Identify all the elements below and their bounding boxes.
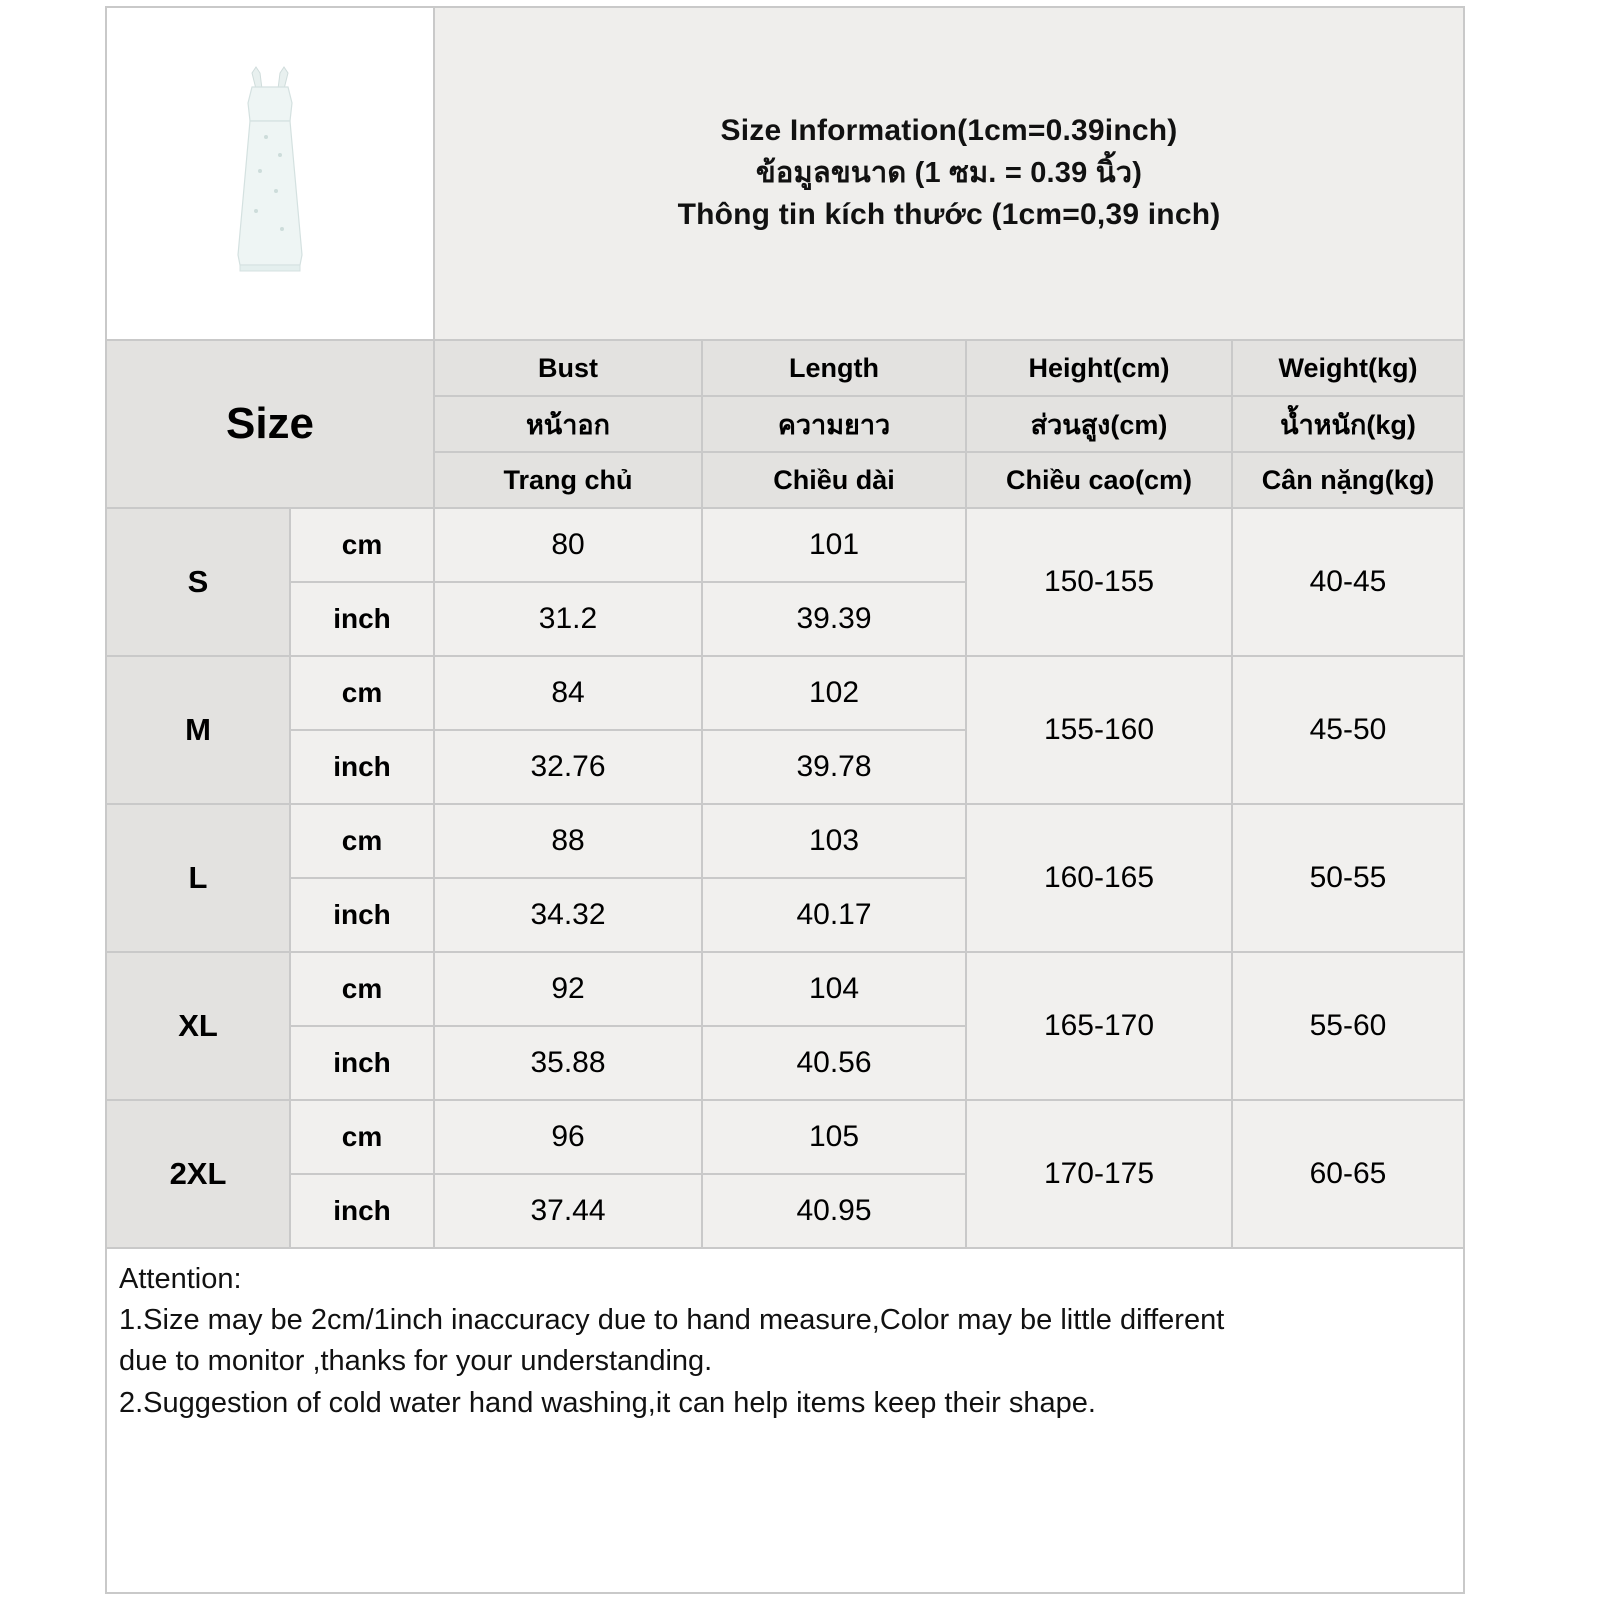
row-size-label: M <box>107 657 291 803</box>
chart-title-cell <box>435 8 1463 339</box>
header-weight-vi: Cân nặng(kg) <box>1233 453 1463 507</box>
unit-inch: inch <box>291 1027 433 1099</box>
table-row <box>107 1101 1463 1249</box>
row-length-values <box>703 805 967 951</box>
metric-header-row-vi <box>435 453 1463 507</box>
row-height: 155-160 <box>967 657 1233 803</box>
row-bust-values <box>435 805 703 951</box>
column-header-block <box>107 341 1463 509</box>
bust-inch: 32.76 <box>435 731 701 803</box>
table-row <box>107 657 1463 805</box>
header-bust-th: หน้าอก <box>435 397 703 451</box>
length-cm: 102 <box>703 657 965 731</box>
row-length-values <box>703 1101 967 1247</box>
row-size-label: 2XL <box>107 1101 291 1247</box>
unit-inch: inch <box>291 1175 433 1247</box>
unit-inch: inch <box>291 731 433 803</box>
row-height: 160-165 <box>967 805 1233 951</box>
attention-line-1: 1.Size may be 2cm/1inch inaccuracy due to hand measure,Color may be little different <box>119 1304 1225 1337</box>
header-length-vi: Chiều dài <box>703 453 967 507</box>
row-size-label: S <box>107 509 291 655</box>
header-height-vi: Chiều cao(cm) <box>967 453 1233 507</box>
header-height-en: Height(cm) <box>967 341 1233 395</box>
bust-cm: 84 <box>435 657 701 731</box>
title-english: Size Information(1cm=0.39inch) <box>720 114 1178 148</box>
length-cm: 103 <box>703 805 965 879</box>
table-row <box>107 509 1463 657</box>
row-weight: 50-55 <box>1233 805 1463 951</box>
metric-header-row-en <box>435 341 1463 397</box>
dress-illustration-icon <box>210 59 330 289</box>
unit-cm: cm <box>291 805 433 879</box>
row-bust-values <box>435 509 703 655</box>
row-length-values <box>703 657 967 803</box>
bust-cm: 92 <box>435 953 701 1027</box>
size-chart-sheet <box>105 6 1465 1594</box>
metric-headers <box>435 341 1463 507</box>
length-inch: 39.39 <box>703 583 965 655</box>
unit-cm: cm <box>291 1101 433 1175</box>
header-bust-vi: Trang chủ <box>435 453 703 507</box>
unit-inch: inch <box>291 879 433 951</box>
chart-header <box>107 8 1463 341</box>
row-weight: 40-45 <box>1233 509 1463 655</box>
attention-block <box>107 1249 1463 1424</box>
row-size-label: XL <box>107 953 291 1099</box>
row-units <box>291 953 435 1099</box>
bust-inch: 34.32 <box>435 879 701 951</box>
header-length-en: Length <box>703 341 967 395</box>
row-height: 170-175 <box>967 1101 1233 1247</box>
length-inch: 39.78 <box>703 731 965 803</box>
table-row <box>107 805 1463 953</box>
row-length-values <box>703 509 967 655</box>
bust-cm: 80 <box>435 509 701 583</box>
bust-inch: 37.44 <box>435 1175 701 1247</box>
unit-cm: cm <box>291 509 433 583</box>
title-vietnamese: Thông tin kích thước (1cm=0,39 inch) <box>677 198 1221 232</box>
header-weight-th: น้ำหนัก(kg) <box>1233 397 1463 451</box>
row-bust-values <box>435 657 703 803</box>
bust-inch: 31.2 <box>435 583 701 655</box>
unit-inch: inch <box>291 583 433 655</box>
length-cm: 101 <box>703 509 965 583</box>
attention-heading: Attention: <box>119 1263 242 1295</box>
product-image-cell <box>107 8 435 339</box>
row-size-label: L <box>107 805 291 951</box>
bust-cm: 96 <box>435 1101 701 1175</box>
header-bust-en: Bust <box>435 341 703 395</box>
row-units <box>291 657 435 803</box>
bust-inch: 35.88 <box>435 1027 701 1099</box>
attention-line-1b: due to monitor ,thanks for your understanding. <box>119 1345 713 1378</box>
unit-cm: cm <box>291 953 433 1027</box>
table-row <box>107 953 1463 1101</box>
row-bust-values <box>435 1101 703 1247</box>
row-weight: 55-60 <box>1233 953 1463 1099</box>
header-weight-en: Weight(kg) <box>1233 341 1463 395</box>
bust-cm: 88 <box>435 805 701 879</box>
row-units <box>291 509 435 655</box>
row-length-values <box>703 953 967 1099</box>
header-height-th: ส่วนสูง(cm) <box>967 397 1233 451</box>
row-height: 165-170 <box>967 953 1233 1099</box>
attention-line-2: 2.Suggestion of cold water hand washing,it can help items keep their shape. <box>119 1386 1096 1419</box>
size-column-header: Size <box>107 341 435 507</box>
length-cm: 104 <box>703 953 965 1027</box>
metric-header-row-th <box>435 397 1463 453</box>
row-bust-values <box>435 953 703 1099</box>
title-thai: ข้อมูลขนาด (1 ซม. = 0.39 นิ้ว) <box>755 156 1143 189</box>
row-height: 150-155 <box>967 509 1233 655</box>
unit-cm: cm <box>291 657 433 731</box>
length-inch: 40.17 <box>703 879 965 951</box>
header-length-th: ความยาว <box>703 397 967 451</box>
length-inch: 40.56 <box>703 1027 965 1099</box>
length-inch: 40.95 <box>703 1175 965 1247</box>
length-cm: 105 <box>703 1101 965 1175</box>
row-units <box>291 805 435 951</box>
row-weight: 60-65 <box>1233 1101 1463 1247</box>
row-weight: 45-50 <box>1233 657 1463 803</box>
row-units <box>291 1101 435 1247</box>
